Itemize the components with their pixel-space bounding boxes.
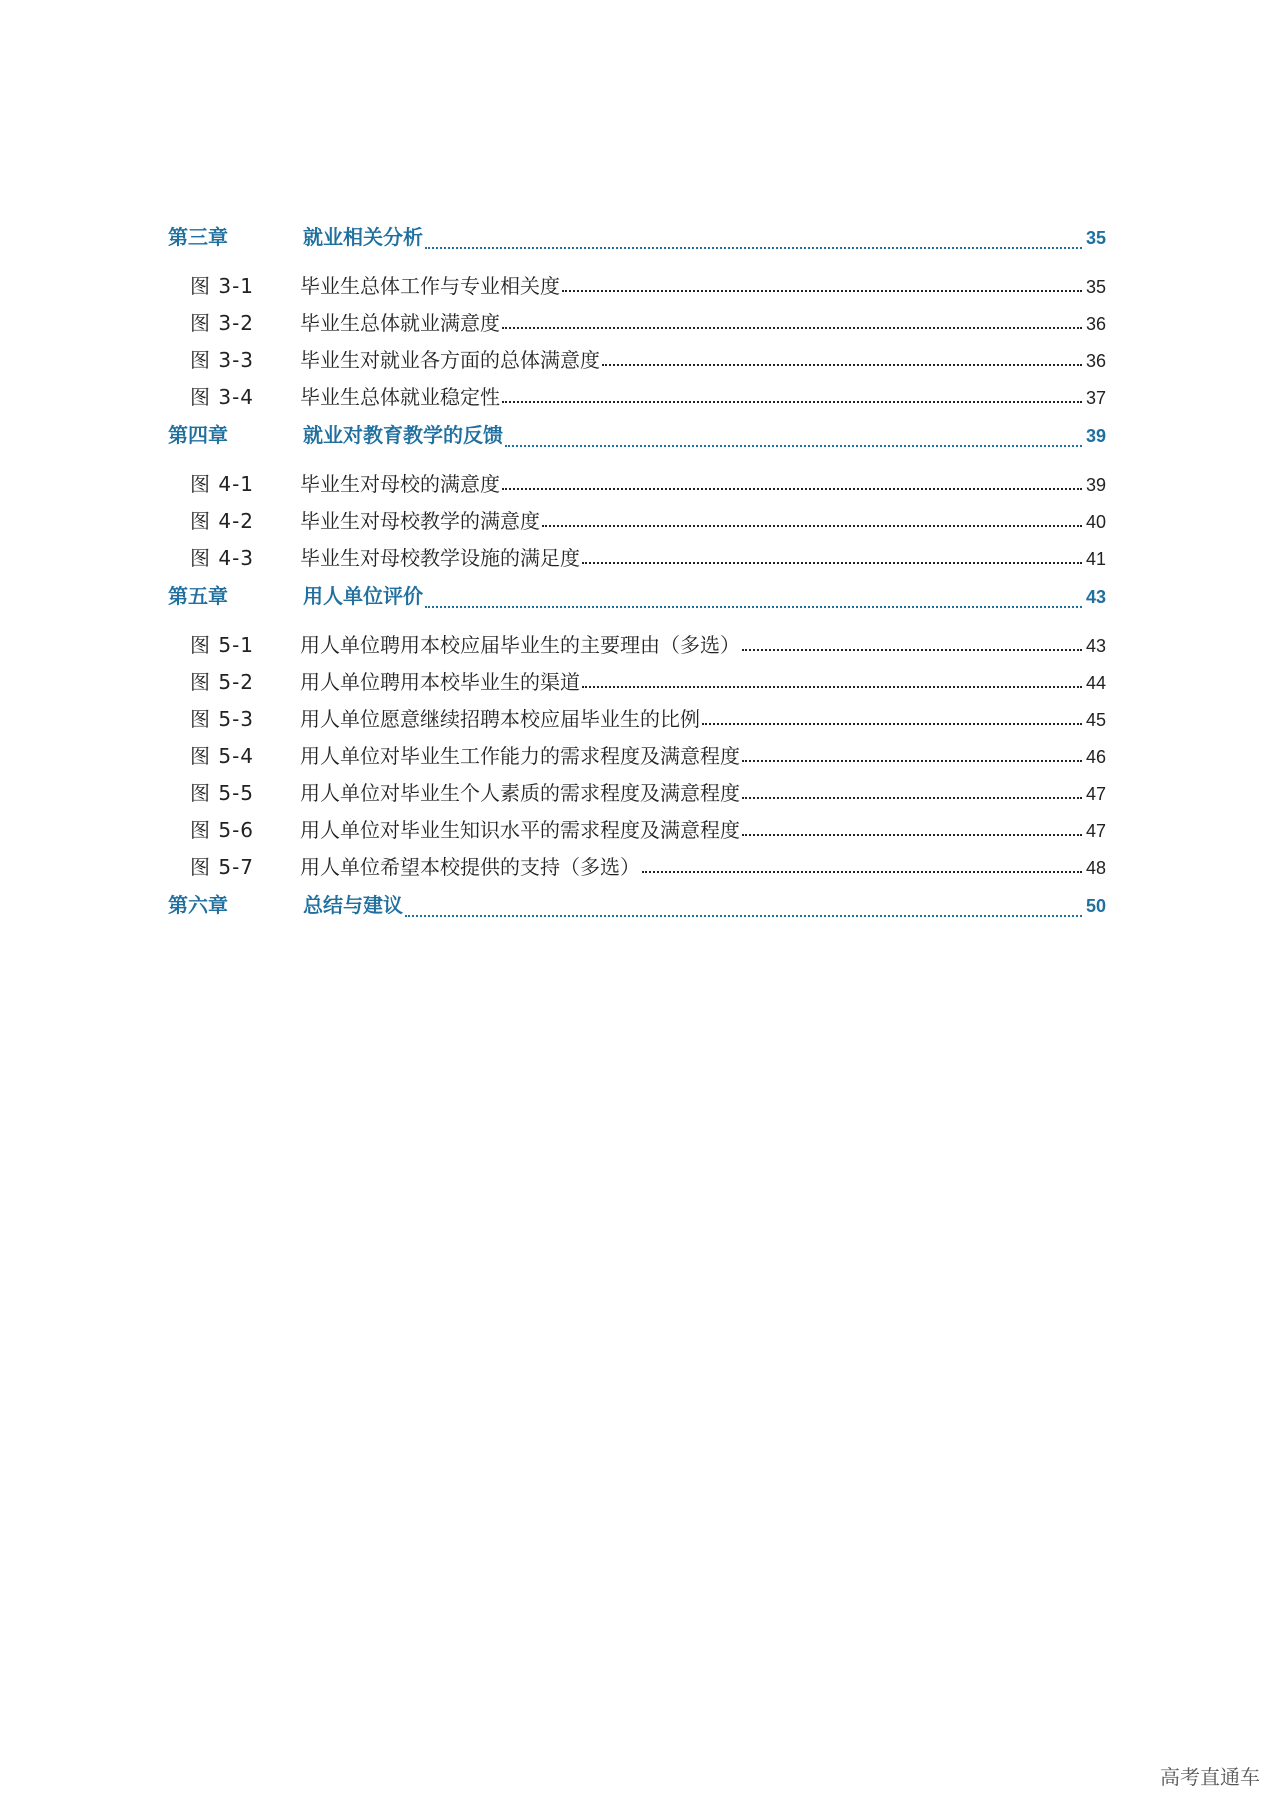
figure-number: 图 5-1 [190, 633, 255, 657]
page-number: 44 [1085, 673, 1106, 693]
figure-number: 图 3-4 [190, 385, 255, 409]
dot-leader [602, 363, 1082, 366]
page-number: 47 [1085, 784, 1106, 804]
dot-leader [742, 833, 1082, 836]
watermark-text: 高考直通车 [1160, 1765, 1260, 1789]
toc-chapter-4[interactable] [168, 416, 1106, 466]
figure-number: 图 4-2 [190, 509, 255, 533]
page-number: 37 [1085, 388, 1106, 408]
toc-figure-3-1[interactable] [168, 268, 1106, 305]
toc-figure-3-3[interactable] [168, 342, 1106, 379]
toc-chapter-5[interactable] [168, 577, 1106, 627]
figure-title: 用人单位愿意继续招聘本校应届毕业生的比例 [300, 707, 700, 731]
dot-leader [742, 648, 1082, 651]
figure-number: 图 4-3 [190, 546, 255, 570]
toc-figure-5-1[interactable] [168, 627, 1106, 664]
toc-figure-5-7[interactable] [168, 849, 1106, 886]
table-of-contents [168, 218, 1106, 936]
figure-number: 图 4-1 [190, 472, 255, 496]
figure-title: 毕业生对就业各方面的总体满意度 [300, 348, 600, 372]
figure-title: 用人单位对毕业生工作能力的需求程度及满意程度 [300, 744, 740, 768]
page-number: 35 [1085, 277, 1106, 297]
dot-leader [582, 561, 1082, 564]
page-number: 43 [1085, 587, 1106, 607]
dot-leader [562, 289, 1082, 292]
dot-leader [425, 605, 1082, 608]
dot-leader [505, 444, 1082, 447]
toc-figure-5-4[interactable] [168, 738, 1106, 775]
dot-leader [502, 400, 1082, 403]
figure-title: 毕业生对母校教学设施的满足度 [300, 546, 580, 570]
dot-leader [742, 796, 1082, 799]
page-number: 39 [1085, 426, 1106, 446]
chapter-number: 第五章 [168, 584, 228, 608]
figure-number: 图 3-1 [190, 274, 255, 298]
figure-number: 图 5-7 [190, 855, 255, 879]
figure-number: 图 5-6 [190, 818, 255, 842]
chapter-title: 用人单位评价 [303, 584, 423, 608]
chapter-number: 第四章 [168, 423, 228, 447]
dot-leader [425, 246, 1082, 249]
figure-number: 图 3-3 [190, 348, 255, 372]
page-number: 48 [1085, 858, 1106, 878]
page-number: 35 [1085, 228, 1106, 248]
page-number: 39 [1085, 475, 1106, 495]
page-number: 45 [1085, 710, 1106, 730]
figure-title: 毕业生总体工作与专业相关度 [300, 274, 560, 298]
figure-title: 毕业生总体就业满意度 [300, 311, 500, 335]
dot-leader [742, 759, 1082, 762]
chapter-title: 就业相关分析 [303, 225, 423, 249]
toc-chapter-6[interactable] [168, 886, 1106, 936]
chapter-title: 总结与建议 [303, 893, 403, 917]
toc-figure-4-1[interactable] [168, 466, 1106, 503]
figure-title: 用人单位聘用本校应届毕业生的主要理由（多选） [300, 633, 740, 657]
page-number: 36 [1085, 351, 1106, 371]
dot-leader [702, 722, 1082, 725]
figure-number: 图 5-3 [190, 707, 255, 731]
figure-title: 用人单位对毕业生知识水平的需求程度及满意程度 [300, 818, 740, 842]
page-number: 40 [1085, 512, 1106, 532]
dot-leader [405, 914, 1082, 917]
toc-figure-4-3[interactable] [168, 540, 1106, 577]
dot-leader [642, 870, 1082, 873]
figure-number: 图 5-2 [190, 670, 255, 694]
page-number: 46 [1085, 747, 1106, 767]
page-number: 43 [1085, 636, 1106, 656]
toc-figure-3-2[interactable] [168, 305, 1106, 342]
figure-title: 用人单位聘用本校毕业生的渠道 [300, 670, 580, 694]
page-number: 36 [1085, 314, 1106, 334]
figure-title: 毕业生对母校教学的满意度 [300, 509, 540, 533]
chapter-number: 第三章 [168, 225, 228, 249]
toc-figure-4-2[interactable] [168, 503, 1106, 540]
figure-number: 图 3-2 [190, 311, 255, 335]
chapter-title: 就业对教育教学的反馈 [303, 423, 503, 447]
figure-title: 用人单位希望本校提供的支持（多选） [300, 855, 640, 879]
dot-leader [582, 685, 1082, 688]
figure-title: 用人单位对毕业生个人素质的需求程度及满意程度 [300, 781, 740, 805]
chapter-number: 第六章 [168, 893, 228, 917]
page-number: 47 [1085, 821, 1106, 841]
figure-title: 毕业生对母校的满意度 [300, 472, 500, 496]
dot-leader [542, 524, 1082, 527]
figure-title: 毕业生总体就业稳定性 [300, 385, 500, 409]
page-number: 41 [1085, 549, 1106, 569]
toc-chapter-3[interactable] [168, 218, 1106, 268]
toc-figure-5-2[interactable] [168, 664, 1106, 701]
page-number: 50 [1085, 896, 1106, 916]
dot-leader [502, 487, 1082, 490]
dot-leader [502, 326, 1082, 329]
toc-figure-5-6[interactable] [168, 812, 1106, 849]
figure-number: 图 5-4 [190, 744, 255, 768]
figure-number: 图 5-5 [190, 781, 255, 805]
toc-figure-3-4[interactable] [168, 379, 1106, 416]
toc-figure-5-3[interactable] [168, 701, 1106, 738]
toc-figure-5-5[interactable] [168, 775, 1106, 812]
